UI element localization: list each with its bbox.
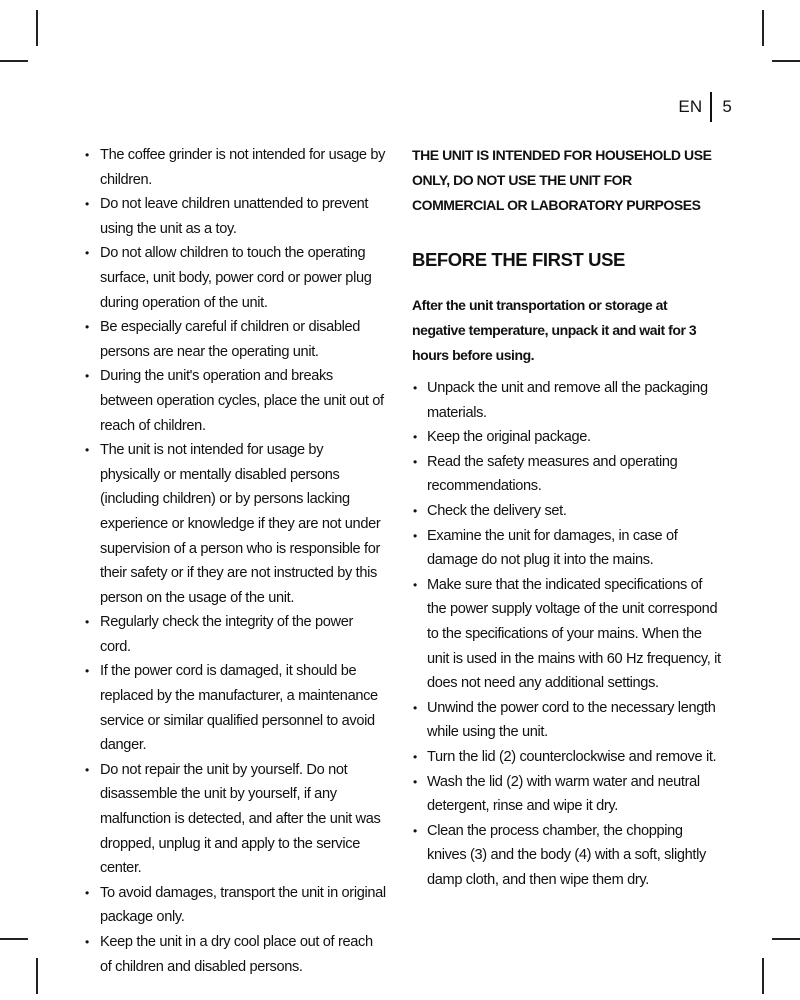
list-item: • Examine the unit for damages, in case of damage do not plug it into the mains.	[412, 524, 722, 573]
list-item: • Be especially careful if children or disabled persons are near the operating unit.	[84, 315, 386, 364]
list-item: • Do not repair the unit by yourself. Do not disassemble the unit by yourself, if any malfunction is detected, and after the unit was dropped, unplug it and apply to the service center.	[84, 758, 386, 881]
crop-mark-bottom-right-vertical	[762, 958, 764, 994]
crop-mark-top-left-horizontal	[0, 60, 28, 62]
list-item: • Unwind the power cord to the necessary length while using the unit.	[412, 696, 722, 745]
crop-mark-bottom-right-horizontal	[772, 938, 800, 940]
list-item: • To avoid damages, transport the unit in original package only.	[84, 881, 386, 930]
section-title: BEFORE THE FIRST USE	[412, 249, 625, 270]
list-item: • Regularly check the integrity of the power cord.	[84, 610, 386, 659]
page-header	[678, 92, 732, 122]
list-item: • Check the delivery set.	[412, 499, 722, 524]
language-code: EN	[678, 97, 703, 116]
list-item: • Do not allow children to touch the operating surface, unit body, power cord or power plug during operation of the unit.	[84, 241, 386, 315]
crop-mark-top-left-vertical	[36, 10, 38, 46]
list-item: • Do not leave children unattended to prevent using the unit as a toy.	[84, 192, 386, 241]
list-item: • Wash the lid (2) with warm water and neutral detergent, rinse and wipe it dry.	[412, 770, 722, 819]
page-number: 5	[722, 97, 732, 116]
list-item: • Make sure that the indicated specifications of the power supply voltage of the unit correspond to the specifications of your mains. When the unit is used in the mains with 60 Hz frequency, it does not need any additional settings.	[412, 573, 722, 696]
crop-mark-bottom-left-vertical	[36, 958, 38, 994]
crop-mark-top-right-horizontal	[772, 60, 800, 62]
first-use-list	[412, 376, 722, 892]
list-item: • Clean the process chamber, the chopping knives (3) and the body (4) with a soft, slightly damp cloth, and then wipe them dry.	[412, 819, 722, 893]
list-item: • Turn the lid (2) counterclockwise and remove it.	[412, 745, 722, 770]
list-item: • Read the safety measures and operating recommendations.	[412, 450, 722, 499]
list-item: • During the unit's operation and breaks between operation cycles, place the unit out of reach of children.	[84, 364, 386, 438]
storage-warning: After the unit transportation or storage at negative temperature, unpack it and wait for 3 hours before using.	[412, 297, 697, 363]
list-item: • Keep the unit in a dry cool place out of reach of children and disabled persons.	[84, 930, 386, 979]
list-item: • If the power cord is damaged, it should be replaced by the manufacturer, a maintenance service or similar qualified personnel to avoid danger.	[84, 659, 386, 757]
list-item: • Keep the original package.	[412, 425, 722, 450]
crop-mark-top-right-vertical	[762, 10, 764, 46]
right-column	[412, 143, 722, 892]
crop-mark-bottom-left-horizontal	[0, 938, 28, 940]
household-use-notice: THE UNIT IS INTENDED FOR HOUSEHOLD USE ONLY, DO NOT USE THE UNIT FOR COMMERCIAL OR LABORATORY PURPOSES	[412, 147, 712, 213]
list-item: • The unit is not intended for usage by physically or mentally disabled persons (including children) or by persons lacking experience or knowledge if they are not under supervision of a person who is responsible for their safety or if they are not instructed by this person on the usage of the unit.	[84, 438, 386, 610]
list-item: • Unpack the unit and remove all the packaging materials.	[412, 376, 722, 425]
left-column	[84, 143, 386, 979]
safety-list	[84, 143, 386, 979]
list-item: • The coffee grinder is not intended for usage by children.	[84, 143, 386, 192]
